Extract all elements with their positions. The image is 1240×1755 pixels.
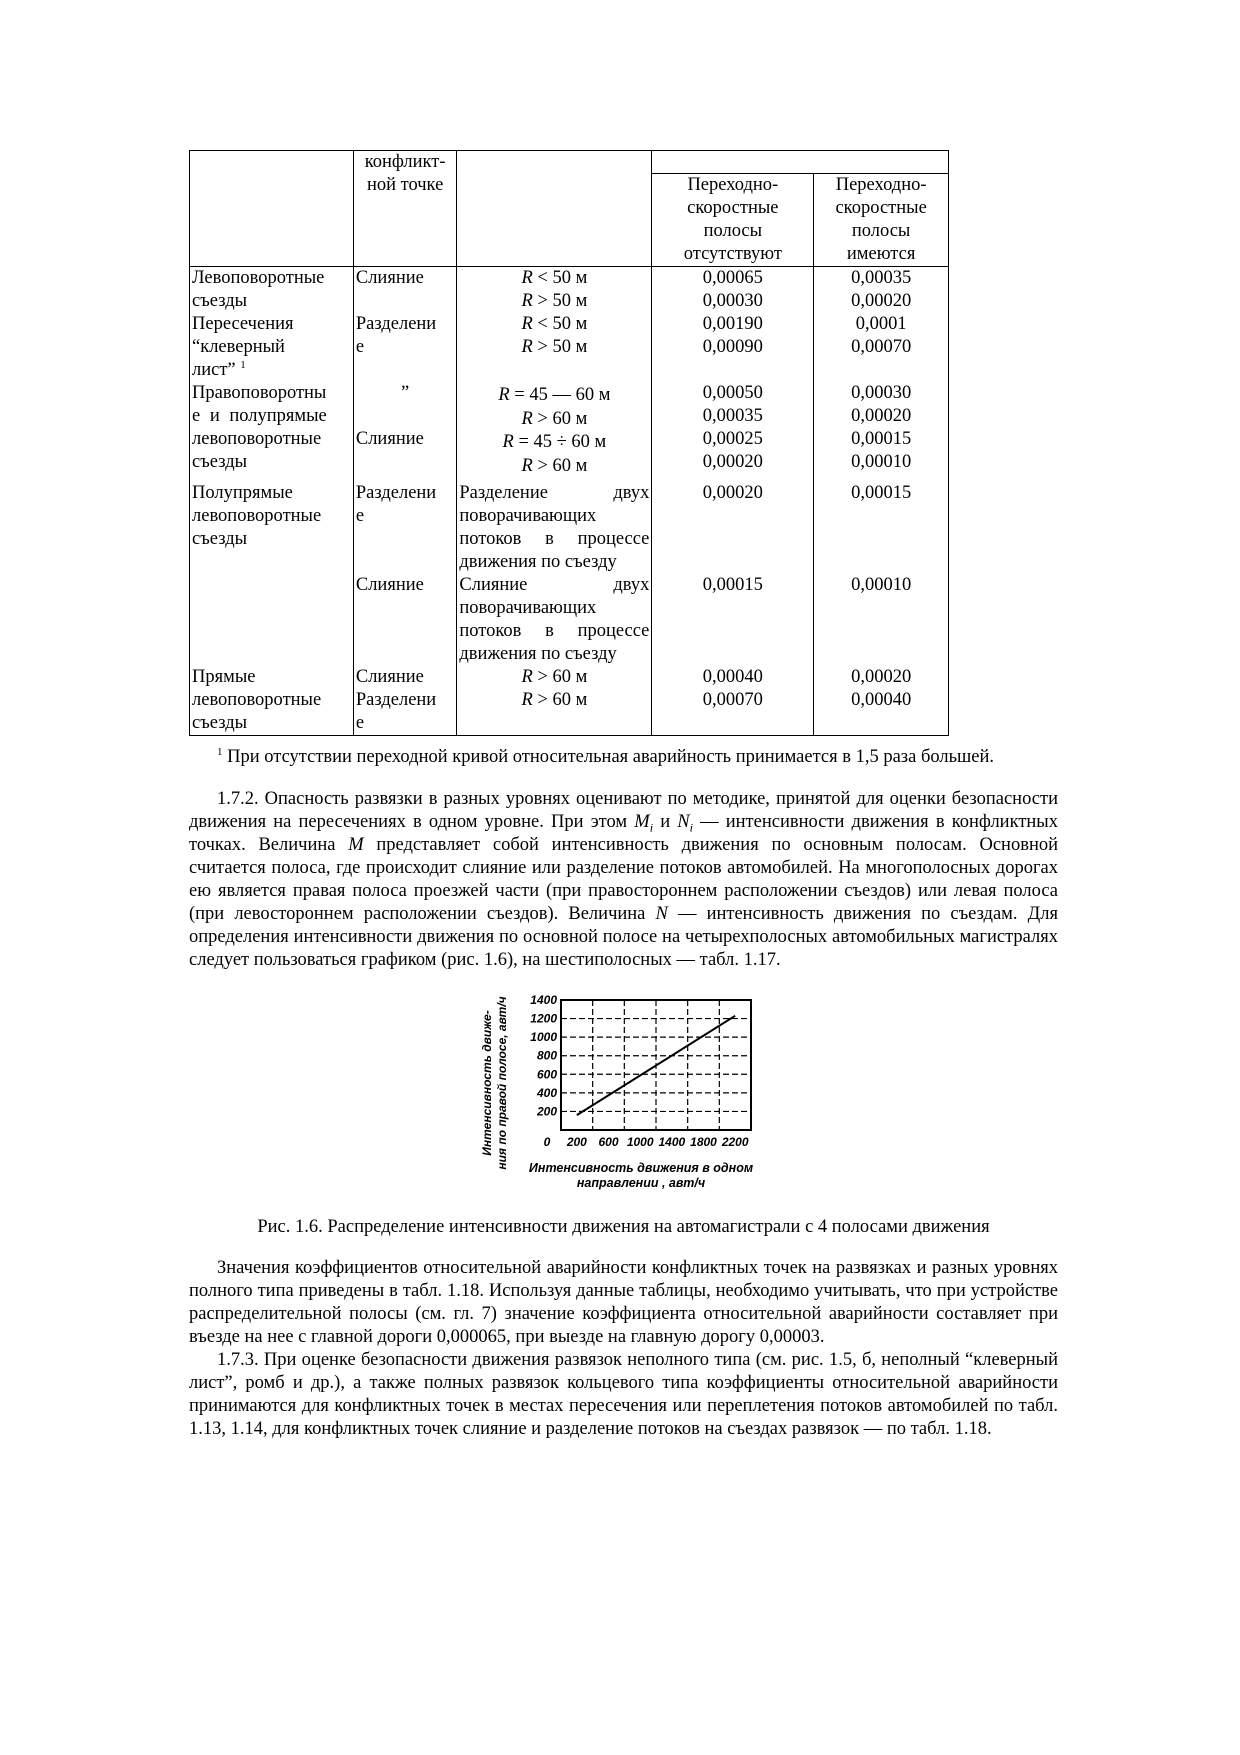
cell-value-with-lanes: 0,00020 0,00040 (814, 666, 949, 736)
page-content (189, 150, 1058, 1441)
figure-1-6 (189, 990, 1058, 1190)
x-tick-label: 2200 (721, 1134, 749, 1149)
y-axis-label-2: ния по правой полосе, авт/ч (495, 995, 509, 1170)
table-footnote: $^1$ При отсутствии переходной кривой относительная аварийность принимается в 1,5 раза большей. (217, 746, 995, 767)
paragraph-1-7-3: 1.7.3. При оценке безопасности движения развязок неполного типа (см. рис. 1.5, б, неполный “клеверный лист”, ромб и др.), а также полных развязок кольцевого типа коэффициенты относительной аварийности принимаются для конфликтных точек в местах пересечения или переплетения потоков автомобилей по табл. 1.13, 1.14, для конфликтных точек слияние и разделение потоков на съездах развязок — по табл. 1.18. (189, 1350, 1058, 1439)
cell-point: Слияние (353, 574, 457, 666)
x-tick-label: 600 (598, 1134, 619, 1149)
table-row (190, 267, 949, 314)
cell-type: Левоповоротные съезды (190, 267, 354, 314)
x-tick-label: 1000 (626, 1134, 654, 1149)
x-tick-labels (544, 1135, 749, 1149)
cell-value-with-lanes: 0,00010 (814, 574, 949, 666)
cell-value-with-lanes: 0,00035 0,00020 (814, 267, 949, 314)
cell-type: Пересечения “клеверный лист” $^1$ (190, 313, 354, 382)
cell-point: Разделени е (353, 478, 457, 574)
cell-type (190, 574, 354, 666)
figure-caption: Рис. 1.6. Распределение интенсивности движения на автомагистрали с 4 полосами движения (257, 1216, 990, 1237)
table-row (190, 574, 949, 666)
table-header-row (190, 151, 949, 174)
cell-condition: R > 60 м R > 60 м (457, 666, 652, 736)
y-tick-labels (530, 993, 557, 1118)
cell-point: Разделени е (353, 313, 457, 382)
table-row (190, 313, 949, 382)
y-tick-label: 600 (536, 1066, 557, 1081)
x-axis-label: Интенсивность движения в одном (528, 1160, 754, 1175)
cell-point: Слияние (353, 267, 457, 314)
header-cell-conditions (457, 151, 652, 267)
cell-value-no-lanes: 0,00190 0,00090 (652, 313, 814, 382)
header-cell-point: конфликт- ной точке (353, 151, 457, 267)
cell-point: ” Слияние (353, 382, 457, 478)
cell-condition: Слияние двух поворачивающих потоков в процессе движения по съезду (457, 574, 652, 666)
cell-condition: R < 50 м R > 50 м (457, 267, 652, 314)
y-tick-label: 200 (536, 1103, 557, 1118)
y-tick-label: 1400 (530, 992, 557, 1007)
x-tick-label: 0 (543, 1134, 551, 1149)
y-tick-label: 400 (536, 1085, 557, 1100)
cell-type: Правоповоротны е и полупрямые левоповоротные съезды (190, 382, 354, 478)
x-tick-label: 200 (566, 1134, 587, 1149)
cell-type: Полупрямые левоповоротные съезды (190, 478, 354, 574)
accident-coefficient-table (189, 150, 949, 736)
cell-value-with-lanes: 0,00030 0,00020 0,00015 0,00010 (814, 382, 949, 478)
y-tick-label: 800 (536, 1048, 557, 1063)
header-cell-type (190, 151, 354, 267)
paragraph-values: Значения коэффициентов относительной аварийности конфликтных точек на развязках и разных уровнях полного типа приведены в табл. 1.18. Используя данные таблицы, необходимо учитывать, что при устройстве распределительной полосы (см. гл. 7) значение коэффициента относительной аварийности составляет при въезде на нее с главной дороги 0,000065, при выезде на главную дорогу 0,00003. (189, 1258, 1058, 1347)
y-axis-label: Интенсивность движе- (480, 1009, 494, 1156)
x-axis-label-2: направлении , авт/ч (576, 1175, 706, 1190)
cell-type: Прямые левоповоротные съезды (190, 666, 354, 736)
y-tick-label: 1000 (530, 1029, 557, 1044)
cell-value-no-lanes: 0,00050 0,00035 0,00025 0,00020 (652, 382, 814, 478)
cell-value-no-lanes: 0,00065 0,00030 (652, 267, 814, 314)
table-row (190, 382, 949, 478)
cell-value-no-lanes: 0,00020 (652, 478, 814, 574)
cell-value-no-lanes: 0,00040 0,00070 (652, 666, 814, 736)
x-tick-label: 1800 (690, 1134, 717, 1149)
cell-value-with-lanes: 0,00015 (814, 478, 949, 574)
cell-value-with-lanes: 0,0001 0,00070 (814, 313, 949, 382)
cell-point: Слияние Разделени е (353, 666, 457, 736)
x-tick-label: 1400 (658, 1134, 686, 1149)
intensity-graph (471, 990, 776, 1190)
paragraph-1-7-2: 1.7.2. Опасность развязки в разных уровнях оценивают по методике, принятой для оценки безопасности движения на пересечениях в одном уровне. При этом $M_i$ и $N_i$ — интенсивности движения в конфликтных точках. Величина M представляет собой интенсивность движения по основным полосам. Основной считается полоса, где происходит слияние или разделение потоков автомобилей. На многополосных дорогах ею является правая полоса проезжей части (при правостороннем расположении съездов) или левая полоса (при левостороннем расположении съездов). Величина N — интенсивность движения по съездам. Для определения интенсивности движения по основной полосе на четырехполосных автомобильных магистралях следует пользоваться графиком (рис. 1.6), на шестиполосных — табл. 1.17. (189, 788, 1058, 970)
cell-condition: Разделение двух поворачивающих потоков в процессе движения по съезду (457, 478, 652, 574)
y-tick-label: 1200 (530, 1011, 557, 1026)
header-cell-group (652, 151, 949, 174)
header-cell-with-lanes: Переходно- скоростные полосы имеются (814, 174, 949, 267)
cell-value-no-lanes: 0,00015 (652, 574, 814, 666)
table-row (190, 478, 949, 574)
cell-condition: R < 50 м R > 50 м (457, 313, 652, 382)
header-cell-no-lanes: Переходно- скоростные полосы отсутствуют (652, 174, 814, 267)
cell-condition: R = 45 — 60 м R > 60 м R = 45 ÷ 60 м R > 60 м (457, 382, 652, 478)
table-row (190, 666, 949, 736)
